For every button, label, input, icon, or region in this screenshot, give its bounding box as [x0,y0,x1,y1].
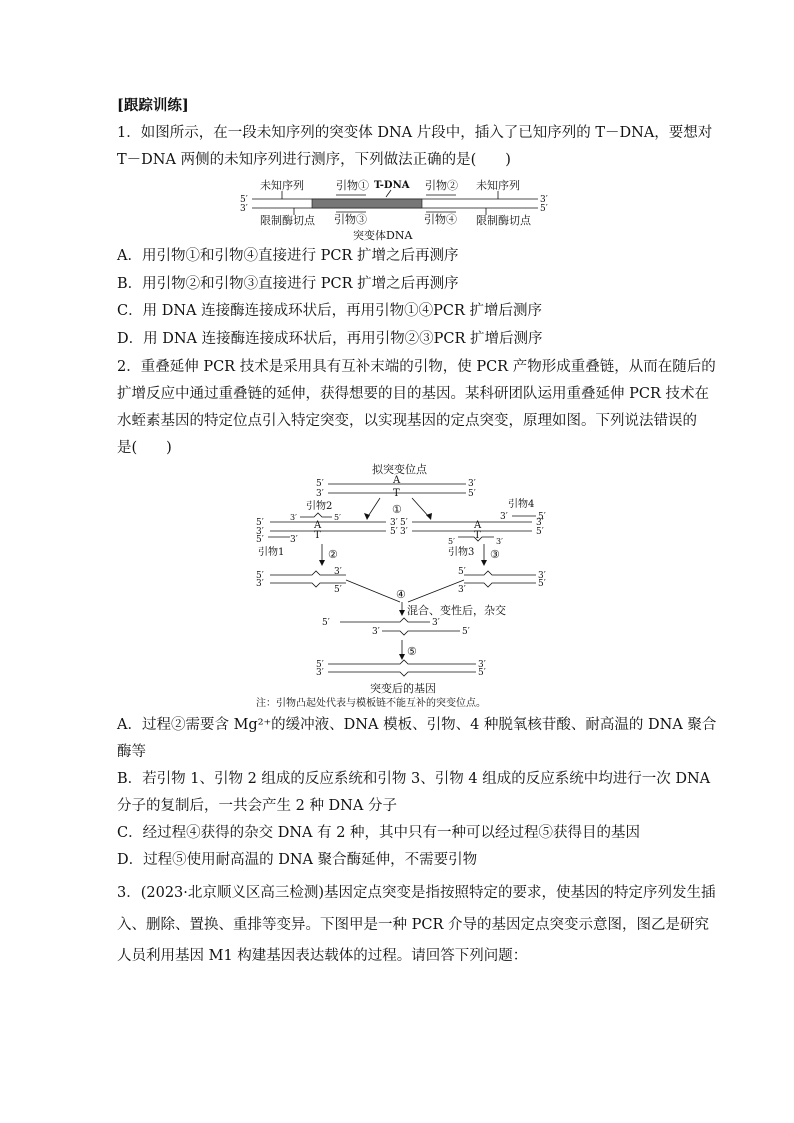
q1-primer1: 引物① [336,179,369,192]
q2-option-b-line1: B．若引物 1、引物 2 组成的反应系统和引物 3、引物 4 组成的反应系统中均进行一次 DNA [117,771,711,787]
q2-stem-line3: 水蛭素基因的特定位点引入特定突变，以实现基因的定点突变，原理如图。下列说法错误的 [117,413,697,429]
q2-stem-line2: 扩增反应中通过重叠链的延伸，获得想要的目的基因。某科研团队运用重叠延伸 PCR 技术在 [117,386,709,402]
svg-text:5′: 5′ [322,618,330,628]
q2-mix-label: 混合、变性后，杂交 [407,604,506,617]
q1-primer4: 引物④ [424,213,457,226]
q1-primer2: 引物② [425,179,458,192]
svg-text:3′: 3′ [334,567,342,577]
q2-stem-line4: 是( ) [117,440,172,456]
svg-text:3′: 3′ [256,527,264,537]
svg-text:3′: 3′ [468,479,476,489]
q1-end5-top: 5′ [240,195,248,205]
svg-text:5′: 5′ [334,513,341,522]
q1-stem-line2: T－DNA 两侧的未知序列进行测序，下列做法正确的是( ) [117,152,511,168]
svg-text:5′: 5′ [256,571,264,581]
svg-text:3′: 3′ [500,512,508,522]
svg-text:3′: 3′ [496,537,503,546]
svg-text:5′: 5′ [462,627,470,637]
q1-option-d: D．用 DNA 连接酶连接成环状后，再用引物②③PCR 扩增后测序 [117,331,543,347]
svg-text:3′: 3′ [536,518,544,528]
svg-text:5′: 5′ [448,537,455,546]
q2-option-a-line1: A．过程②需要含 Mg²⁺的缓冲液、DNA 模板、引物、4 种脱氧核苷酸、耐高温的 DNA 聚合 [117,717,717,733]
svg-text:3′: 3′ [316,489,324,499]
svg-text:3′: 3′ [400,527,408,537]
q2-option-d: D．过程⑤使用耐高温的 DNA 聚合酶延伸，不需要引物 [117,852,478,868]
q1-unknown-right: 未知序列 [476,179,520,192]
q1-stem-line1: 1．如图所示，在一段未知序列的突变体 DNA 片段中，插入了已知序列的 T－DNA，要想对 [117,125,713,141]
q1-site-left: 限制酶切点 [260,214,315,227]
q2-site-label: 拟突变位点 [372,463,427,476]
q1-unknown-left: 未知序列 [260,179,304,192]
svg-text:5′: 5′ [334,585,342,595]
q2-primer4: 引物4 [508,499,535,510]
svg-text:5′: 5′ [316,660,324,670]
q1-caption: 突变体DNA [353,229,413,242]
svg-text:T: T [314,530,321,541]
svg-text:5′: 5′ [390,527,398,537]
q2-base-t-top: T [393,488,400,499]
svg-text:5′: 5′ [458,567,466,577]
svg-text:5′: 5′ [256,518,264,528]
q1-end3-bottom: 3′ [240,204,248,214]
svg-text:5′: 5′ [316,479,324,489]
q2-base-a-top: A [393,475,401,486]
q2-primer3: 引物3 [448,547,475,558]
q1-tdna-segment [312,199,422,208]
svg-text:3′: 3′ [458,585,466,595]
svg-text:3′: 3′ [390,518,398,528]
q2-step4: ④ [396,588,406,601]
q2-step3: ③ [490,548,500,561]
svg-text:5′: 5′ [468,489,476,499]
q2-primer1: 引物1 [258,547,285,558]
svg-text:3′: 3′ [290,535,298,545]
q2-result-label: 突变后的基因 [370,682,436,695]
q2-step5: ⑤ [407,645,417,658]
svg-text:5′: 5′ [536,527,544,537]
q2-option-b-line2: 分子的复制后，一共会产生 2 种 DNA 分子 [117,798,397,814]
q1-end5-bottom: 5′ [540,204,548,214]
q2-primer2: 引物2 [306,501,333,512]
q2-option-a-line2: 酶等 [117,744,146,760]
svg-text:3′: 3′ [290,513,297,522]
q1-figure [240,175,560,245]
svg-text:5′: 5′ [538,579,546,589]
svg-text:A: A [474,520,482,531]
q2-note: 注：引物凸起处代表与模板链不能互补的突变位点。 [256,698,486,709]
q1-tdna: T-DNA [374,180,410,191]
svg-text:T: T [474,530,481,541]
section-title: [跟踪训练] [117,97,189,114]
q1-site-right: 限制酶切点 [476,214,531,227]
q1-option-a: A．用引物①和引物④直接进行 PCR 扩增之后再测序 [117,248,459,264]
svg-text:5′: 5′ [256,535,264,545]
q2-step2: ② [328,548,338,561]
q2-option-c: C．经过程④获得的杂交 DNA 有 2 种，其中只有一种可以经过程⑤获得目的基因 [117,825,641,841]
q3-stem-line3: 人员利用基因 M1 构建基因表达载体的过程。请回答下列问题： [117,948,528,964]
q1-option-c: C．用 DNA 连接酶连接成环状后，再用引物①④PCR 扩增后测序 [117,303,542,319]
svg-text:3′: 3′ [478,660,486,670]
svg-text:3′: 3′ [432,618,440,628]
q2-stem-line1: 2．重叠延伸 PCR 技术是采用具有互补末端的引物，使 PCR 产物形成重叠链，从而在随后的 [117,359,716,375]
q1-end3-top: 3′ [540,195,548,205]
svg-text:5′: 5′ [538,512,546,522]
q1-primer3: 引物③ [334,213,367,226]
q3-stem-line1: 3．(2023·北京顺义区高三检测)基因定点突变是指按照特定的要求，使基因的特定序列发生插 [117,885,716,901]
svg-text:3′: 3′ [316,668,324,678]
q2-step1: ① [392,503,402,516]
svg-text:5′: 5′ [478,668,486,678]
q1-option-b: B．用引物②和引物③直接进行 PCR 扩增之后再测序 [117,276,459,292]
svg-text:A: A [314,520,322,531]
svg-text:3′: 3′ [538,571,546,581]
svg-text:3′: 3′ [372,627,380,637]
q2-figure [250,462,560,712]
svg-text:5′: 5′ [400,518,408,528]
svg-text:3′: 3′ [256,579,264,589]
q3-stem-line2: 入、删除、置换、重排等变异。下图甲是一种 PCR 介导的基因定点突变示意图，图乙是研究 [117,917,709,933]
